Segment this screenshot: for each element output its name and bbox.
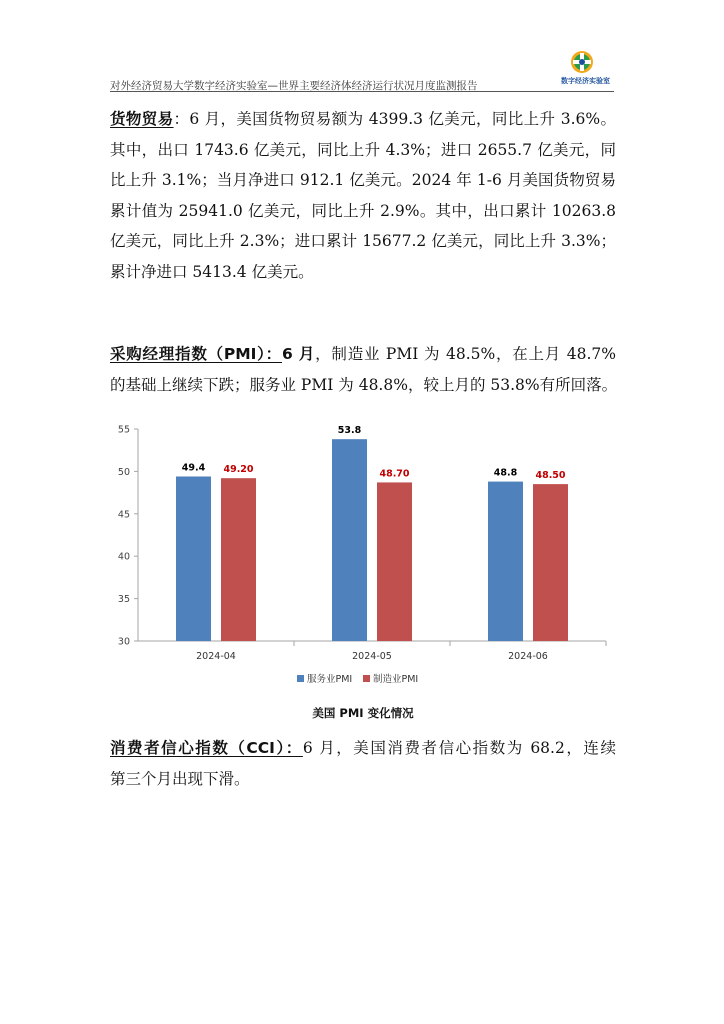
x-tick-label: 2024-06 xyxy=(508,651,548,662)
data-label: 48.8 xyxy=(493,467,518,479)
trade-line: 其中，出口 1743.6 亿美元，同比上升 4.3%；进口 2655.7 亿美元，同 xyxy=(110,140,616,159)
data-label: 48.70 xyxy=(379,468,410,480)
trade-text: ：6 月，美国货物贸易额为 4399.3 亿美元，同比上升 3.6%。 xyxy=(173,110,616,128)
pmi-paragraph xyxy=(110,339,616,400)
trade-line: 比上升 3.1%；当月净进口 912.1 亿美元。2024 年 1-6 月美国货物贸易 xyxy=(110,171,616,189)
y-tick-label: 45 xyxy=(117,509,130,521)
trade-line: 累计值为 25941.0 亿美元，同比上升 2.9%。其中，出口累计 10263.8 xyxy=(110,201,616,220)
legend-label: 服务业PMI xyxy=(307,674,353,685)
bar xyxy=(221,478,256,641)
pmi-heading: 采购经理指数（PMI）： xyxy=(110,345,282,363)
chart-title: 美国 PMI 变化情况 xyxy=(312,706,414,720)
bar xyxy=(533,484,568,641)
x-tick-label: 2024-05 xyxy=(352,651,392,662)
bar xyxy=(176,476,211,641)
trade-paragraph xyxy=(110,104,616,287)
cci-text: 6 月，美国消费者信心指数为 68.2，连续 xyxy=(302,739,616,757)
data-label: 53.8 xyxy=(337,425,362,437)
y-tick-label: 55 xyxy=(117,424,130,436)
pmi-line-1 xyxy=(110,339,616,370)
cci-heading: 消费者信心指数（CCI）： xyxy=(110,739,303,757)
y-tick-label: 50 xyxy=(117,466,130,478)
trade-heading: 货物贸易 xyxy=(110,110,174,128)
logo-text: 数字经济实验室 xyxy=(561,77,610,85)
y-tick-label: 30 xyxy=(117,636,130,648)
lab-logo xyxy=(554,50,610,90)
header-text: 对外经济贸易大学数字经济实验室—世界主要经济体经济运行状况月度监测报告 xyxy=(110,80,478,92)
data-label: 48.50 xyxy=(535,470,566,482)
pmi-text: ，制造业 PMI 为 48.5%，在上月 48.7% xyxy=(315,345,616,363)
pmi-bar-chart xyxy=(100,414,616,704)
page-header xyxy=(110,50,614,92)
header-rule xyxy=(110,91,614,92)
cci-line: 第三个月出现下滑。 xyxy=(110,769,250,788)
bar xyxy=(332,439,367,641)
cci-line-1 xyxy=(110,733,616,764)
legend-swatch xyxy=(363,675,370,682)
legend-swatch xyxy=(297,675,304,682)
bar xyxy=(377,482,412,641)
trade-line: 累计净进口 5413.4 亿美元。 xyxy=(110,262,314,281)
y-tick-label: 35 xyxy=(117,594,130,606)
y-tick-label: 40 xyxy=(117,551,130,563)
trade-line: 亿美元，同比上升 2.3%；进口累计 15677.2 亿美元，同比上升 3.3%； xyxy=(110,232,616,250)
bar xyxy=(488,482,523,641)
pmi-line: 的基础上继续下跌；服务业 PMI 为 48.8%，较上月的 53.8%有所回落。 xyxy=(110,375,618,394)
cci-paragraph xyxy=(110,733,616,794)
data-label: 49.4 xyxy=(181,462,206,474)
legend-label: 制造业PMI xyxy=(373,674,419,685)
data-label: 49.20 xyxy=(223,464,254,476)
pmi-month: 6 月 xyxy=(281,345,316,363)
x-tick-label: 2024-04 xyxy=(196,651,236,662)
trade-line-1 xyxy=(110,104,616,135)
